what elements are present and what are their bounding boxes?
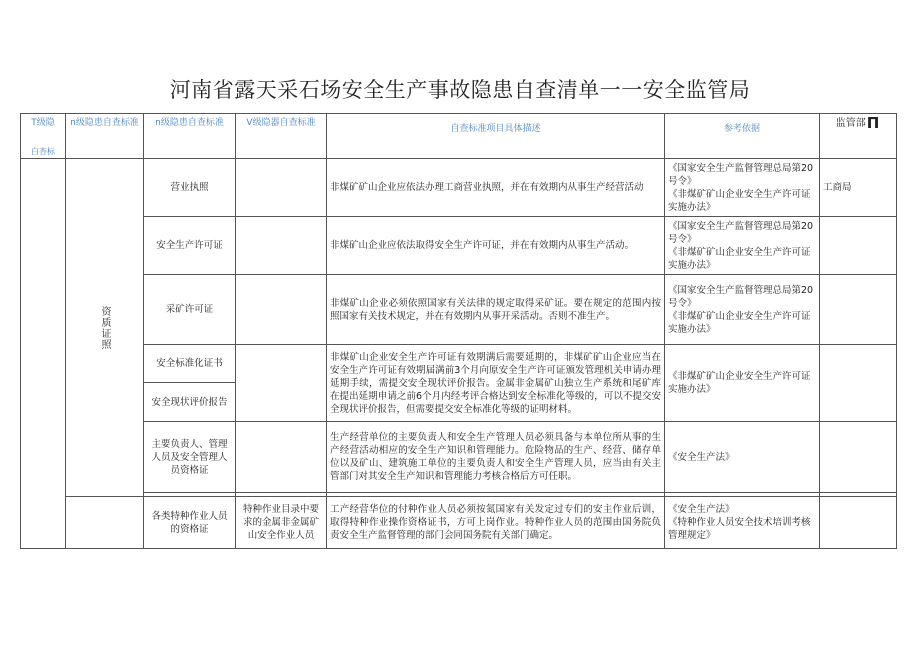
level4-cell [236,217,327,275]
level3-cell: 安全现状评价报告 [144,383,236,422]
level4-cell [236,159,327,217]
page-title: 河南省露天采石场安全生产事故隐患自查清单一一安全监管局 [169,78,751,102]
checklist-table [20,113,897,549]
table-row [21,422,897,493]
table-row [21,497,897,549]
dept-cell [820,422,897,493]
level2-group-label: 资质证照 [99,305,110,350]
dept-cell [820,497,897,549]
description-cell: 非煤矿山企业必须依照国家有关法律的规定取得采矿证。要在规定的范围内按照国家有关技术规定，并在有效期内从事开采活动。否则不准生产。 [327,275,665,345]
header-level2: n级隐患自查标准 [66,114,144,159]
level2-group-cell [66,159,144,497]
dept-cell [820,345,897,422]
dept-cell [820,217,897,275]
reference-cell: 《安全生产法》 《特种作业人员安全技术培训考核管理规定》 [665,497,820,549]
description-cell: 工产经营华位的付种作业人员必须按氮国家有关发定过专们的安主作业后训，取得特种作业操作资格证书，方可上岗作业。特种作业人员的范围由国务院负责安全生产监督管理的部门会同国务院有关部门确定。 [327,497,665,549]
reference-cell: 《国家安全生产监督管理总局第20号令》 《非煤矿矿山企业安全生产许可证实施办法》 [665,275,820,345]
header-description: 自查标准项目具体描述 [327,114,665,159]
level4-cell [236,345,327,422]
level3-cell: 安全生产许可证 [144,217,236,275]
header-dept: 监管部П [820,114,897,159]
table-row [21,217,897,275]
dept-cell [820,275,897,345]
header-reference: 参考依据 [665,114,820,159]
reference-cell: 《安全生产法》 [665,422,820,493]
header-level3: n级隐患自查标准 [144,114,236,159]
level1-cell [21,159,66,549]
level4-cell: 特种作业目录中要求的金属非金属矿山安全作业人员 [236,497,327,549]
reference-cell: 《非煤矿矿山企业安全生产许可证实施办法》 [665,345,820,422]
table-row [21,275,897,345]
reference-cell: 《国家安全生产监督管理总局第20号令》 《非煤矿矿山企业安全生产许可证实施办法》 [665,159,820,217]
header-level1: T级隐 白杏标 [21,114,66,159]
description-cell: 生产经营单位的主要负责人和安全生产管理人员必须具备与本单位所从事的生产经营活动相应的安全生产知识和管理能力。危险物品的生产、经营、储存单位以及矿山、建筑施工单位的主要负责人和安全生产管理人员，应当由有关主管部门对其安全生产知识和管理能力考核合格后方可任职。 [327,422,665,493]
level2-empty-cell [66,497,144,549]
level4-cell [236,275,327,345]
header-level4: V级隐器自查标准 [236,114,327,159]
level3-cell: 采矿许可证 [144,275,236,345]
table-row [21,159,897,217]
level3-cell: 营业执照 [144,159,236,217]
description-cell: 非煤矿山企业安全生产许可证有效期满后需要延期的，非煤矿矿山企业应当在安全生产许可证有效期届满前3个月向原安全生产许可证颁发管理机关申请办理延期手续，需提交安全现状评价报告。金属非金属矿山独立生产系统和尾矿库在提出延期申请之前6个月内经考评合格达到安全标准化等级的，可以不提交安全现状评价报告，但需要提交安全标准化等级的证明材料。 [327,345,665,422]
description-cell: 非煤矿山企业应依法取得安全生产许可证，并在有效期内从事生产活动。 [327,217,665,275]
dept-cell: 工商局 [820,159,897,217]
level3-cell: 主要负责人、管理人员及安全管理人员资格证 [144,422,236,493]
level4-cell [236,422,327,493]
table-header-row [21,114,897,159]
table-row [21,345,897,383]
level3-cell: 各类特种作业人员的资格证 [144,497,236,549]
description-cell: 非煤矿矿山企业应依法办理工商营业执照，并在有效期内从事生产经营活动 [327,159,665,217]
reference-cell: 《国家安全生产监督管理总局第20号令》 《非煤矿矿山企业安全生产许可证实施办法》 [665,217,820,275]
level3-cell: 安全标准化证书 [144,345,236,383]
header-dept-mark: П [866,114,880,132]
